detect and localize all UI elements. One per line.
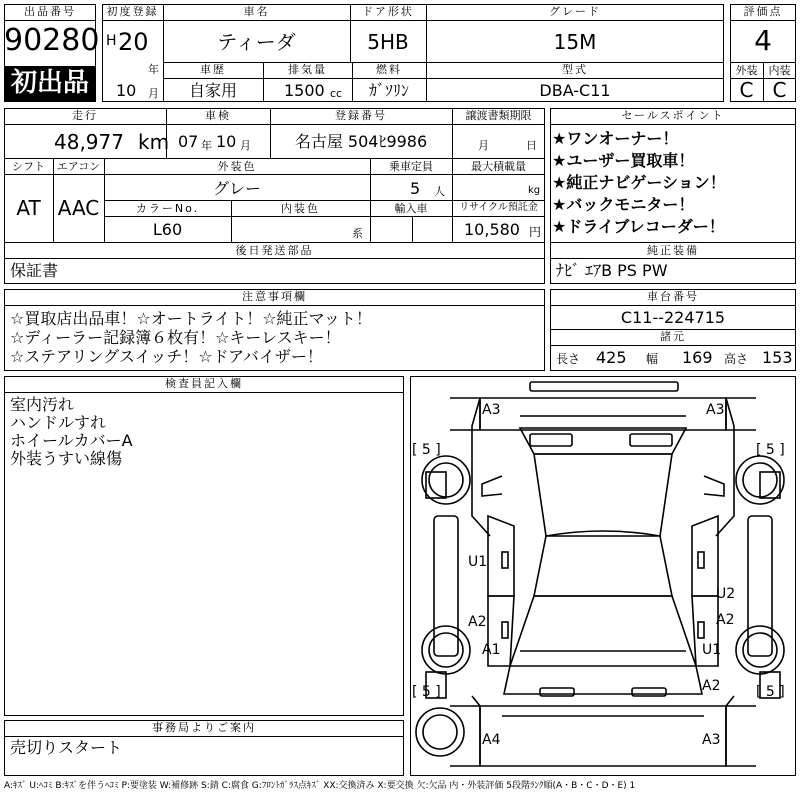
grade-label: グレード (549, 5, 601, 18)
tire-tread-rear-right: [ 5 ] (756, 684, 785, 700)
office-text: 売切りスタート (10, 738, 123, 757)
car-diagram (410, 376, 796, 776)
equipment: ﾅﾋﾞ ｴｱB PS PW (556, 261, 668, 280)
dims-label: 諸元 (660, 330, 686, 343)
displacement-label: 排気量 (288, 63, 327, 76)
lot-number: 90280 (4, 23, 100, 58)
intcolor-unit: 系 (352, 227, 363, 240)
width-label: 幅 (646, 352, 659, 366)
inspector-label: 検査員記入欄 (165, 377, 243, 390)
color: グレー (212, 179, 261, 198)
shift-label: シフト (12, 160, 45, 173)
mileage: 48,977 (54, 130, 124, 154)
capacity: 5 (410, 179, 421, 198)
car-name-label: 車名 (243, 5, 270, 18)
car-name: ティーダ (217, 30, 296, 54)
exterior-label: 外装 (735, 64, 758, 77)
model-code: DBA-C11 (539, 81, 611, 100)
inspector-line: 室内汚れ (10, 395, 75, 414)
inspector-line: ホイールカバーA (10, 431, 133, 450)
tire-tread-front-right: [ 5 ] (756, 442, 785, 458)
transfer-label: 譲渡書類期限 (465, 109, 532, 122)
capacity-unit: 人 (434, 185, 445, 198)
interior-grade: C (772, 78, 787, 102)
sales-point: ★ユーザー買取車！ (552, 151, 695, 170)
chassis-label: 車台番号 (647, 290, 699, 303)
length-label: 長さ (556, 352, 581, 366)
mileage-unit: km (138, 130, 170, 154)
sales-point: ★ワンオーナー！ (552, 129, 679, 148)
mark-right-door-lower: A2 (716, 612, 735, 628)
score: 4 (754, 24, 772, 57)
office-label: 事務局よりご案内 (152, 721, 256, 734)
later-label: 後日発送部品 (235, 244, 314, 257)
notes-label: 注意事項欄 (242, 290, 307, 303)
mark-right-door: U2 (716, 586, 736, 602)
width: 169 (682, 348, 713, 367)
colorno-label: カラーNo. (135, 202, 200, 215)
displacement-unit: cc (330, 87, 343, 100)
later-parts: 保証書 (10, 261, 59, 280)
tire-tread-rear-left: [ 5 ] (412, 684, 441, 700)
capacity-label: 乗車定員 (389, 160, 433, 173)
import-label: 輸入車 (394, 202, 428, 215)
inspection-month: 10 (216, 132, 237, 151)
first-reg-label: 初度登録 (106, 5, 159, 18)
note-line: ☆買取店出品車！☆オートライト！☆純正マット！ (10, 309, 372, 328)
height: 153 (762, 348, 793, 367)
mark-right-quarter: A2 (702, 678, 721, 694)
mileage-label: 走行 (72, 109, 98, 122)
load-unit: kg (528, 185, 541, 196)
year-unit: 年 (148, 63, 159, 76)
note-line: ☆ディーラー記録簿６枚有！☆キーレスキー！ (10, 328, 341, 347)
chassis-number: C11--224715 (620, 308, 726, 327)
aircon: AAC (57, 196, 100, 220)
first-listing-badge: 初出品 (5, 66, 95, 101)
mark-rear-left: A4 (482, 732, 501, 748)
lot-label: 出品番号 (24, 5, 76, 18)
door-label: ドア形状 (362, 5, 414, 18)
month-unit: 月 (148, 87, 159, 100)
sales-label: セールスポイント (621, 109, 725, 122)
fuel: ｶﾞｿﾘﾝ (368, 81, 409, 100)
ac-label: エアコン (56, 160, 101, 173)
equipment-label: 純正装備 (647, 244, 699, 257)
history: 自家用 (188, 81, 237, 100)
mark-front-right: A3 (706, 402, 725, 418)
recycle-unit: 円 (529, 225, 542, 239)
displacement: 1500 (284, 81, 325, 100)
transfer-day-unit: 日 (526, 139, 537, 152)
mark-left-door-front: U1 (468, 554, 488, 570)
tire-tread-front-left: [ 5 ] (412, 442, 441, 458)
inspection-year-unit: 年 (201, 139, 212, 152)
intcolor-label: 内装色 (281, 202, 320, 215)
inspection-year: 07 (178, 132, 199, 151)
first-reg-year: 20 (118, 28, 149, 56)
history-label: 車歴 (200, 63, 226, 76)
door-type: 5HB (367, 30, 409, 54)
reg-number: 名古屋 504ﾋ9986 (294, 132, 428, 151)
score-label: 評価点 (743, 5, 783, 18)
note-line: ☆ステアリングスイッチ！☆ドアバイザー！ (10, 347, 323, 366)
color-label: 外装色 (217, 160, 257, 173)
load-label: 最大積載量 (471, 160, 526, 173)
sales-point: ★純正ナビゲーション！ (552, 173, 726, 192)
fuel-label: 燃料 (376, 63, 402, 76)
model-label: 型式 (562, 63, 588, 76)
colorno: L60 (152, 220, 183, 239)
shift: AT (16, 196, 41, 220)
inspector-line: 外装うすい線傷 (10, 449, 123, 468)
era: H (106, 33, 117, 49)
footer-legend: A:ｷｽﾞ U:ﾍｺﾐ B:ｷｽﾞを伴うﾍｺﾐ P:要塗装 W:補修跡 S:錆 C:腐食 G:ﾌﾛﾝﾄｶﾞﾗｽ点ｷｽﾞ XX:交換済み X:要交換 欠:欠品 内・外装評価 5段階ﾗﾝｸ順(A・B・C・D・E) 1 (4, 781, 636, 791)
sales-point: ★バックモニター！ (552, 195, 695, 214)
recycle-label: リサイクル預託金 (459, 202, 538, 213)
inspection-month-unit: 月 (240, 139, 251, 152)
transfer-month-unit: 月 (478, 139, 489, 152)
mark-front-left: A3 (482, 402, 501, 418)
mark-left-door-rear: A2 (468, 614, 487, 630)
mark-right-rear: U1 (702, 642, 722, 658)
exterior-grade: C (739, 78, 754, 102)
height-label: 高さ (724, 352, 749, 366)
reg-label: 登録番号 (335, 109, 387, 122)
first-reg-month: 10 (116, 81, 137, 100)
recycle: 10,580 (464, 220, 520, 239)
mark-left-rear: A1 (482, 642, 501, 658)
inspector-line: ハンドルすれ (10, 413, 107, 432)
grade: 15M (553, 30, 597, 54)
interior-label: 内装 (768, 64, 791, 77)
sales-point: ★ドライブレコーダー！ (552, 217, 725, 236)
length: 425 (596, 348, 627, 367)
inspection-label: 車検 (205, 109, 231, 122)
mark-rear-right: A3 (702, 732, 721, 748)
